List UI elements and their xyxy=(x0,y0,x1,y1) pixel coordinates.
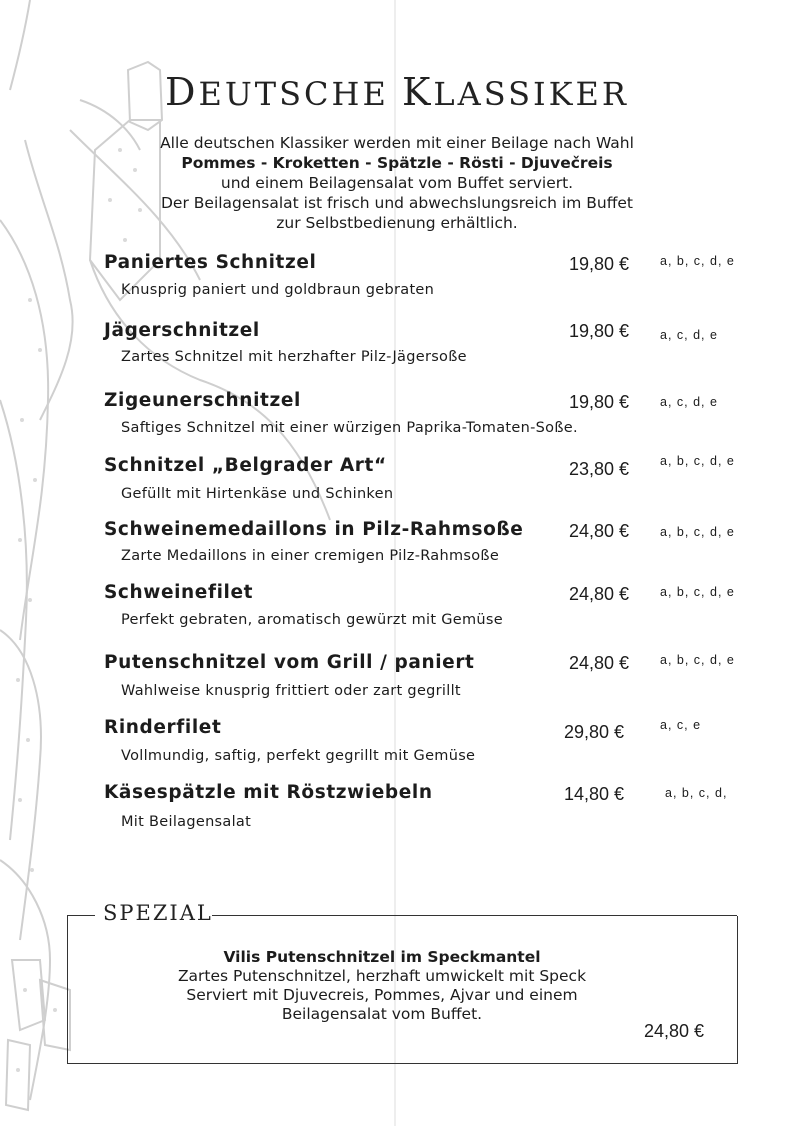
divider xyxy=(212,915,737,916)
side-dish-options: Pommes - Kroketten - Spätzle - Rösti - Djuvečreis xyxy=(181,154,613,172)
intro-line: Der Beilagensalat ist frisch und abwechslungsreich im Buffet xyxy=(161,194,633,212)
menu-item-description: Zarte Medaillons in einer cremigen Pilz-Rahmsoße xyxy=(121,548,500,564)
menu-item-name: Schweinefilet xyxy=(104,582,254,603)
menu-item-name: Zigeunerschnitzel xyxy=(104,390,301,411)
menu-item-description: Wahlweise knusprig frittiert oder zart gegrillt xyxy=(121,683,461,699)
menu-item-allergens: a, b, c, d, e xyxy=(660,653,735,667)
menu-item-price: 24,80 € xyxy=(568,584,629,604)
menu-item-allergens: a, c, d, e xyxy=(660,395,718,409)
intro-line: und einem Beilagensalat vom Buffet serviert. xyxy=(220,174,574,192)
menu-item-name: Schnitzel „Belgrader Art“ xyxy=(104,455,387,476)
menu-item-allergens: a, b, c, d, e xyxy=(660,454,735,468)
special-heading: SPEZIAL xyxy=(103,901,213,925)
menu-item-price: 29,80 € xyxy=(563,722,624,742)
intro-text xyxy=(97,133,697,233)
menu-item-name: Rinderfilet xyxy=(104,717,222,738)
special-item-description: Zartes Putenschnitzel, herzhaft umwickelt mit Speck xyxy=(177,967,587,985)
menu-item-allergens: a, b, c, d, e xyxy=(660,525,735,539)
menu-item-name: Schweinemedaillons in Pilz-Rahmsoße xyxy=(104,519,524,540)
special-item-name: Vilis Putenschnitzel im Speckmantel xyxy=(223,948,541,966)
menu-item-name: Käsespätzle mit Röstzwiebeln xyxy=(104,782,433,803)
menu-item-price: 23,80 € xyxy=(568,459,629,479)
menu-item-price: 19,80 € xyxy=(568,392,629,412)
menu-item-price: 19,80 € xyxy=(568,254,629,274)
menu-item-description: Knusprig paniert und goldbraun gebraten xyxy=(121,282,435,298)
menu-item-description: Mit Beilagensalat xyxy=(121,814,252,830)
menu-item-name: Putenschnitzel vom Grill / paniert xyxy=(104,652,475,673)
menu-item-price: 24,80 € xyxy=(568,653,629,673)
menu-item-name: Jägerschnitzel xyxy=(104,320,260,341)
menu-item-price: 24,80 € xyxy=(568,521,629,541)
menu-item-allergens: a, c, d, e xyxy=(660,328,718,342)
menu-item-description: Gefüllt mit Hirtenkäse und Schinken xyxy=(121,486,394,502)
special-item xyxy=(97,948,667,1024)
menu-item-allergens: a, b, c, d, e xyxy=(660,254,735,268)
intro-line: zur Selbstbedienung erhältlich. xyxy=(276,214,518,232)
menu-item-allergens: a, b, c, d, xyxy=(665,786,728,800)
menu-item-name: Paniertes Schnitzel xyxy=(104,252,317,273)
page-title: DEUTSCHE KLASSIKER xyxy=(164,70,629,114)
special-item-description: Beilagensalat vom Buffet. xyxy=(281,1005,483,1023)
special-item-description: Serviert mit Djuvecreis, Pommes, Ajvar und einem xyxy=(186,986,578,1004)
menu-item-price: 14,80 € xyxy=(563,784,624,804)
divider xyxy=(67,915,95,916)
menu-item-price: 19,80 € xyxy=(568,321,629,341)
menu-item-description: Perfekt gebraten, aromatisch gewürzt mit Gemüse xyxy=(121,612,504,628)
intro-line: Alle deutschen Klassiker werden mit einer Beilage nach Wahl xyxy=(160,134,634,152)
menu-item-description: Saftiges Schnitzel mit einer würzigen Paprika-Tomaten-Soße. xyxy=(121,420,578,436)
menu-item-allergens: a, c, e xyxy=(660,718,702,732)
menu-item-allergens: a, b, c, d, e xyxy=(660,585,735,599)
special-item-price: 24,80 € xyxy=(643,1021,704,1041)
menu-item-description: Zartes Schnitzel mit herzhafter Pilz-Jägersoße xyxy=(121,349,467,365)
menu-item-description: Vollmundig, saftig, perfekt gegrillt mit Gemüse xyxy=(121,748,476,764)
